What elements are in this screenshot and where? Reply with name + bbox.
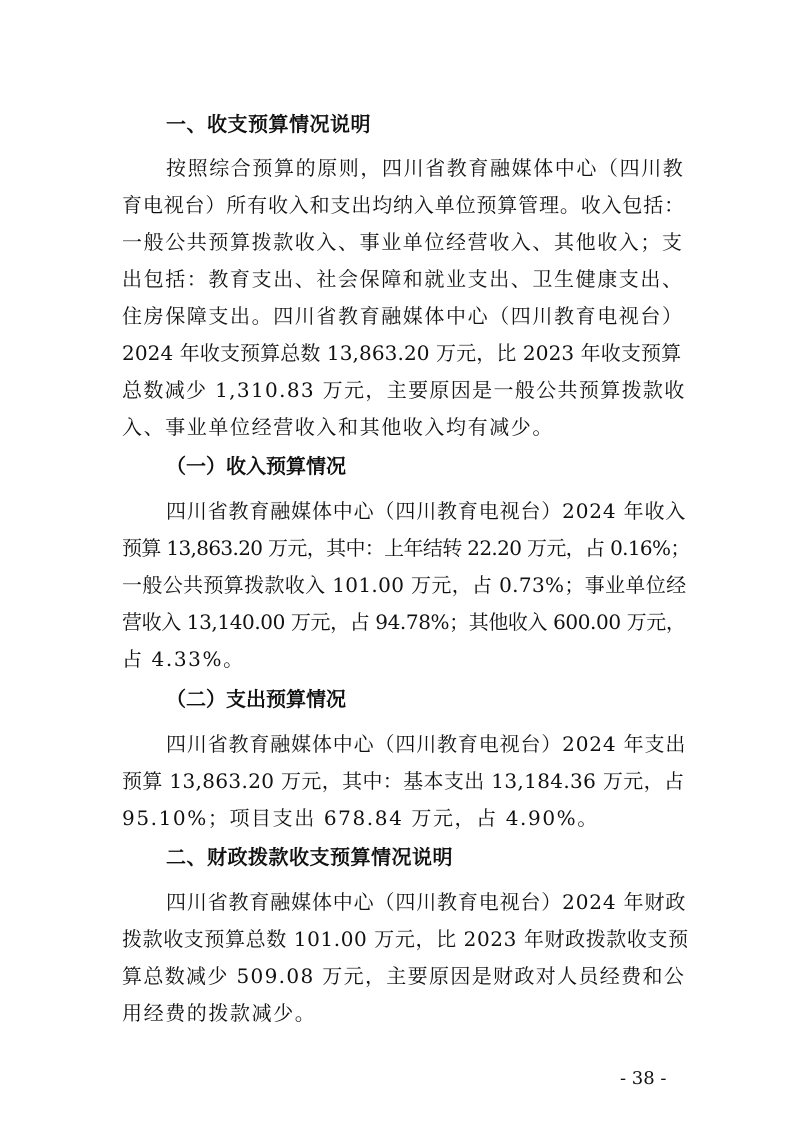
- paragraph-line: 95.10%；项目支出 678.84 万元，占 4.90%。: [122, 806, 599, 830]
- paragraph-line: 住房保障支出。四川省教育融媒体中心（四川教育电视台）: [122, 304, 684, 328]
- section-heading-budget-overview: 一、收支预算情况说明: [166, 112, 371, 136]
- subsection-heading-expenditure: （二）支出预算情况: [166, 687, 346, 711]
- paragraph-line: 入、事业单位经营收入和其他收入均有减少。: [122, 415, 554, 439]
- paragraph-line: 预算 13,863.20 万元，其中：上年结转 22.20 万元，占 0.16%；: [122, 536, 690, 560]
- paragraph-line: 四川省教育融媒体中心（四川教育电视台）2024 年支出: [166, 732, 687, 756]
- paragraph-line: 占 4.33%。: [122, 647, 245, 671]
- paragraph-line: 总数减少 1,310.83 万元，主要原因是一般公共预算拨款收: [122, 378, 686, 402]
- page-number: - 38 -: [620, 1068, 667, 1089]
- paragraph-line: 四川省教育融媒体中心（四川教育电视台）2024 年财政: [166, 890, 687, 914]
- paragraph-line: 营收入 13,140.00 万元，占 94.78%；其他收入 600.00 万元，: [122, 610, 686, 634]
- paragraph-line: 算总数减少 509.08 万元，主要原因是财政对人员经费和公: [122, 964, 686, 988]
- paragraph-line: 育电视台）所有收入和支出均纳入单位预算管理。收入包括：: [122, 193, 685, 217]
- paragraph-line: 按照综合预算的原则，四川省教育融媒体中心（四川教: [166, 156, 685, 180]
- section-heading-fiscal-appropriation: 二、财政拨款收支预算情况说明: [166, 845, 453, 869]
- subsection-heading-income: （一）收入预算情况: [166, 454, 346, 478]
- paragraph-line: 用经费的拨款减少。: [122, 1001, 317, 1025]
- paragraph-line: 一般公共预算拨款收入、事业单位经营收入、其他收入；支: [122, 230, 684, 254]
- paragraph-line: 2024 年收支预算总数 13,863.20 万元，比 2023 年收支预算: [122, 341, 682, 365]
- paragraph-line: 出包括：教育支出、社会保障和就业支出、卫生健康支出、: [122, 267, 684, 291]
- paragraph-line: 拨款收支预算总数 101.00 万元，比 2023 年财政拨款收支预: [122, 927, 689, 951]
- paragraph-line: 四川省教育融媒体中心（四川教育电视台）2024 年收入: [166, 499, 687, 523]
- paragraph-line: 一般公共预算拨款收入 101.00 万元，占 0.73%；事业单位经: [122, 573, 687, 597]
- paragraph-line: 预算 13,863.20 万元，其中：基本支出 13,184.36 万元，占: [122, 769, 685, 793]
